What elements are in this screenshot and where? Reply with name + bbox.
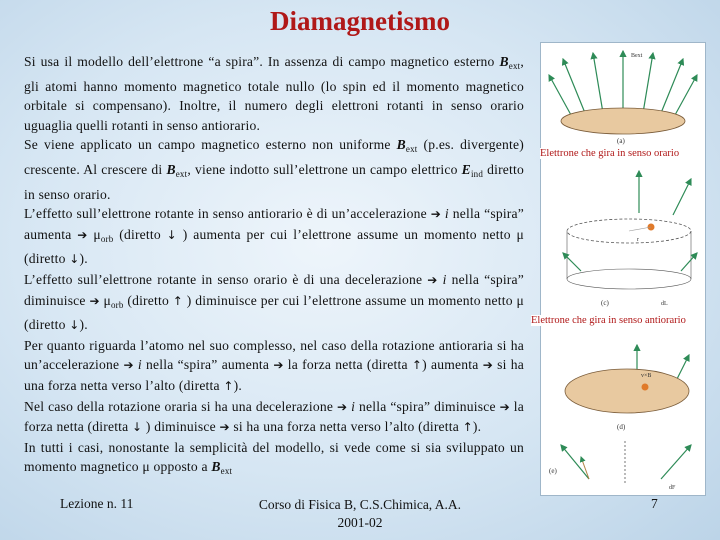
caption-counterclockwise: Elettrone che gira in senso antiorario: [531, 315, 686, 326]
down-arrow-icon: ↓: [166, 227, 177, 242]
paragraph-4: L’effetto sull’elettrone rotante in senso orario è di una decelerazione ➔ i nella “spira” diminuisce ➔ $\mu_{orb}$ (diretto ↑ ) diminuisce per cui l’elettrone assume un momento netto μ (diretto ↓).: [24, 271, 524, 333]
caption-clockwise: Elettrone che gira in senso orario: [540, 148, 680, 159]
right-arrow-icon: ➔: [427, 272, 438, 287]
paragraph-1: Si usa il modello dell’elettrone “a spira”. In assenza di campo magnetico esterno $B_{ext}$, gli atomi hanno momento magnetico totale nullo (lo spin ed il momento magnetico orbitale si compensano). Inoltre, il numero degli elettroni rotanti in senso orario uguaglia quelli rotanti in senso antiorario.: [24, 54, 524, 133]
r-label: r: [637, 237, 639, 243]
body-text: [24, 52, 524, 482]
right-arrow-icon: ➔: [273, 358, 284, 373]
up-arrow-icon: ↑: [172, 293, 184, 308]
electron-orbit-counterclockwise: [565, 345, 689, 431]
right-arrow-icon: ➔: [89, 293, 100, 308]
down-arrow-icon: ↓: [132, 420, 143, 435]
paragraph-6: Nel caso della rotazione oraria si ha una decelerazione ➔ i nella “spira” diminuisce ➔ la forza netta (diretta ↓ ) diminuisce ➔ si ha una forza netta verso l’alto (diretta ↑).: [24, 398, 524, 435]
up-arrow-icon: ↑: [223, 378, 234, 393]
right-arrow-icon: ➔: [77, 227, 88, 242]
footer-course-line1: Corso di Fisica B, C.S.Chimica, A.A.: [258, 497, 462, 512]
label-e: (e): [549, 467, 557, 475]
df-label: dF: [669, 485, 676, 491]
paragraph-3: L’effetto sull’elettrone rotante in senso antiorario è di un’accelerazione ➔ i nella “spira” aumenta ➔ $\mu_{orb}$ (diretto ↓ ) aumenta per cui l’elettrone assume un momento netto μ (diretto ↓).: [24, 206, 524, 267]
right-arrow-icon: ➔: [337, 399, 348, 414]
vxb-label: v×B: [641, 373, 652, 379]
dl-label: dL: [661, 301, 668, 307]
label-a: (a): [617, 137, 625, 145]
footer-course: [238, 496, 482, 532]
figure-panel: [531, 42, 706, 496]
label-c: (c): [601, 299, 609, 307]
down-arrow-icon: ↓: [69, 318, 80, 333]
electron-orbit-clockwise: [563, 171, 697, 307]
paragraph-7: In tutti i casi, nonostante la semplicità del modello, si vede come si sia sviluppato un momento magnetico μ opposto a $B_{ext}$: [24, 439, 524, 477]
label-d: (d): [617, 423, 626, 431]
up-arrow-icon: ↑: [462, 420, 473, 435]
right-arrow-icon: ➔: [219, 420, 230, 435]
right-arrow-icon: ➔: [430, 207, 442, 222]
paragraph-5: Per quanto riguarda l’atomo nel suo complesso, nel caso della rotazione antioraria si ha un’accelerazione ➔ i nella “spira” aumenta ➔ la forza netta (diretta ↑) aumenta ➔ si ha una forza netta verso l’alto (diretta ↑).: [24, 337, 525, 393]
footer-lecture: Lezione n. 11: [60, 496, 134, 511]
slide-title: Diamagnetismo: [270, 6, 450, 36]
field-diagram-a: [549, 51, 697, 145]
down-arrow-icon: ↓: [69, 252, 80, 267]
bext-label: Bext: [631, 53, 643, 59]
right-arrow-icon: ➔: [499, 399, 510, 414]
footer-course-line2: 2001-02: [337, 515, 383, 530]
right-arrow-icon: ➔: [482, 358, 493, 373]
diamagnetism-figure: [541, 43, 705, 495]
right-arrow-icon: ➔: [123, 358, 134, 373]
force-diagram-e: [549, 439, 691, 491]
paragraph-2: Se viene applicato un campo magnetico esterno non uniforme $B_{ext}$ (p.es. divergente) crescente. Al crescere di $B_{ext}$, viene indotto sull’elettrone un campo elettrico $E_{ind}$ diretto in senso orario.: [24, 137, 524, 202]
page-number: 7: [651, 496, 658, 511]
up-arrow-icon: ↑: [411, 358, 423, 373]
